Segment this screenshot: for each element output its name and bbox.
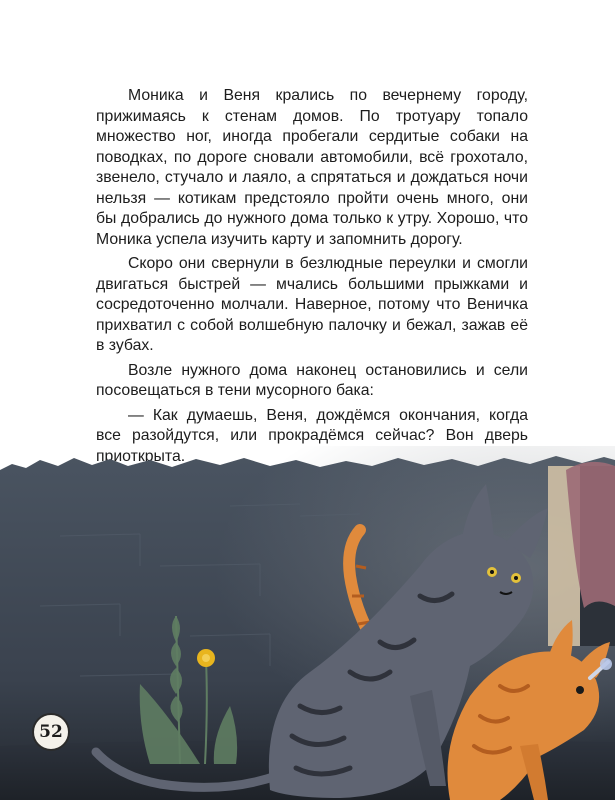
paragraph-3: Возле нужного дома наконец остановились и сели посовещаться в тени мусорного бака: bbox=[96, 361, 528, 399]
two-cats-illustration bbox=[0, 446, 615, 800]
paragraph-2: Скоро они свернули в безлюдные переулки и смогли двигаться быстрей — мчались большими прыжками и сосредоточенно молчали. Наверное, потому что Веничка прихватил с собой волшебную палочку и бежал, зажав её в зубах. bbox=[96, 255, 528, 354]
page-number: 52 bbox=[32, 713, 70, 751]
paragraph-1: Моника и Веня крались по вечернему городу, прижимаясь к стенам домов. По тротуару топало множество ног, иногда пробегали сердитые собаки на поводках, по дороге сновали автомобили, всё грохотало, звенело, стучало и лаяло, а спрятаться и дождаться ночи нельзя — котикам предстояло пройти очень много, они бы добрались до нужного дома только к утру. Хорошо, что Моника успела изучить карту и запомнить дорогу. bbox=[96, 87, 528, 248]
paragraph-4: — Как думаешь, Веня, дождёмся окончания, когда все разойдутся, или прокрадёмся сейчас? Вон дверь bbox=[96, 406, 528, 444]
story-text bbox=[96, 86, 528, 471]
